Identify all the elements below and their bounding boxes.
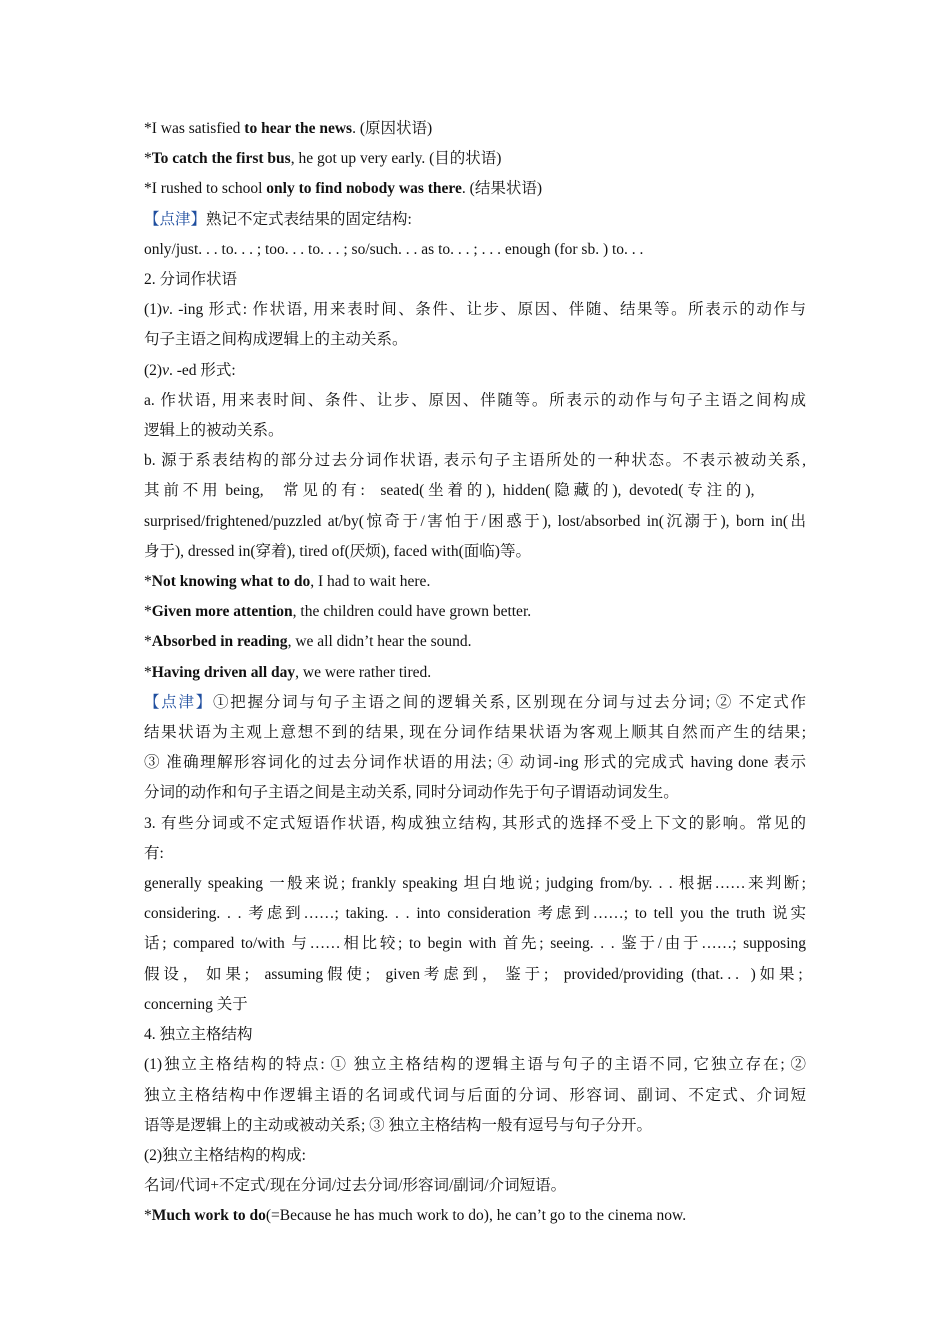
s4-line-3: 语等是逻辑上的主动或被动关系; ③ 独立主格结构一般有逗号与句子分开。	[144, 1116, 653, 1134]
s3-line-5: 话; compared to/with 与……相比较; to begin with 首先; seeing. . . 鉴于/由于……; supposing	[144, 935, 806, 953]
s3-line-1: 3. 有些分词或不定式短语作状语, 构成独立结构, 其形式的选择不受上下文的影响。常见的	[144, 814, 806, 832]
tip-note-2-line-2: 结果状语为主观上意想不到的结果, 现在分词作结果状语为客观上顺其自然而产生的结果;	[144, 724, 806, 742]
text: . -ed 形式:	[168, 361, 236, 379]
example-participle-1	[144, 567, 806, 597]
bold-phrase: Absorbed in reading	[151, 633, 288, 651]
example-participle-4	[144, 658, 806, 688]
s2-b-line-3: surprised/frightened/puzzled at/by(惊奇于/害怕于/困惑于), lost/absorbed in(沉溺于), born in(出	[144, 512, 806, 530]
text: , he got up very early. (目的状语)	[290, 150, 502, 168]
bold-phrase: to hear the news	[244, 120, 353, 137]
text: . -ing 形式: 作状语, 用来表时间、条件、让步、原因、伴随、结果等。所表示的动作与	[168, 301, 806, 319]
s2-b-line-1: b. 源于系表结构的部分过去分词作状语, 表示句子主语所处的一种状态。不表示被动关系,	[144, 452, 806, 470]
fixed-structures-line: only/just. . . to. . . ; too. . . to. . . ; so/such. . . as to. . . ; . . . enough (for sb. ) to. . .	[144, 240, 644, 258]
bold-phrase: Much work to do	[151, 1207, 266, 1225]
italic-v: v	[162, 301, 169, 319]
tip-tag: 【点津】	[144, 693, 214, 711]
text: *	[144, 1207, 152, 1225]
tip-note-1	[144, 205, 806, 235]
tip-text: ①把握分词与句子主语之间的逻辑关系, 区别现在分词与过去分词; ② 不定式作	[213, 693, 806, 711]
text: *	[144, 573, 152, 591]
example-purpose-adverbial	[144, 144, 806, 174]
bold-phrase: Given more attention	[151, 603, 293, 621]
tip-note-2-line-3: ③ 准确理解形容词化的过去分词作状语的用法; ④ 动词-ing 形式的完成式 having done 表示	[144, 754, 806, 772]
section-4-title: 4. 独立主格结构	[144, 1026, 253, 1044]
text: , we were rather tired.	[295, 663, 432, 681]
tip-text: 熟记不定式表结果的固定结构:	[206, 210, 412, 228]
example-participle-3	[144, 627, 806, 657]
text: *	[144, 150, 152, 168]
text: *I was satisfied	[144, 120, 245, 137]
bold-phrase: only to find nobody was there	[266, 180, 462, 198]
example-result-adverbial	[144, 174, 806, 204]
text: (2)	[144, 361, 163, 379]
s3-line-7: concerning 关于	[144, 995, 248, 1013]
text: (=Because he has much work to do), he can’t go to the cinema now.	[265, 1207, 687, 1225]
s4-line-2: 独立主格结构中作逻辑主语的名词或代词与后面的分词、形容词、副词、不定式、介词短	[144, 1086, 806, 1104]
section-2-title: 2. 分词作状语	[144, 271, 238, 289]
example-reason-adverbial	[144, 114, 806, 144]
s3-line-2: 有:	[144, 844, 164, 862]
s2-b-line-2: 其 前 不 用 being, 常 见 的 有 : seated( 坐 着 的 ), hidden( 隐 藏 的 ), devoted( 专 注 的 ),	[144, 482, 755, 500]
text: (1)	[144, 301, 163, 319]
s2-ed-form-heading	[144, 356, 806, 386]
tip-note-2-line-1	[144, 688, 806, 718]
example-absolute-construction	[144, 1201, 806, 1231]
s2-a-line-1: a. 作状语, 用来表时间、条件、让步、原因、伴随等。所表示的动作与句子主语之间构成	[144, 391, 806, 409]
text: , we all didn’t hear the sound.	[287, 633, 472, 651]
s4-line-1: (1)独立主格结构的特点: ① 独立主格结构的逻辑主语与句子的主语不同, 它独立存在; ②	[144, 1056, 806, 1074]
s2-b-line-4: 身于), dressed in(穿着), tired of(厌烦), faced with(面临)等。	[144, 542, 531, 560]
text: , the children could have grown better.	[292, 603, 532, 621]
text: *	[144, 663, 152, 681]
text: *	[144, 603, 152, 621]
text: . (结果状语)	[461, 180, 542, 198]
s3-line-4: considering. . . 考虑到……; taking. . . into consideration 考虑到……; to tell you the truth 说实	[144, 905, 806, 923]
example-participle-2	[144, 597, 806, 627]
s3-line-3: generally speaking 一般来说; frankly speaking 坦白地说; judging from/by. . . 根据……来判断;	[144, 875, 806, 893]
bold-phrase: Not knowing what to do	[151, 573, 311, 591]
text: . (原因状语)	[352, 120, 433, 137]
s3-line-6: 假 设 ， 如 果 ; assuming 假 使 ; given 考 虑 到 ， 鉴 于 ; provided/providing (that. . . ) 如 果 ;	[144, 965, 803, 983]
tip-tag: 【点津】	[144, 210, 207, 228]
document-page	[144, 114, 806, 1232]
text: , I had to wait here.	[310, 573, 431, 591]
italic-v: v	[162, 361, 169, 379]
bold-phrase: To catch the first bus	[151, 150, 291, 168]
bold-phrase: Having driven all day	[151, 663, 296, 681]
s2-a-line-2: 逻辑上的被动关系。	[144, 422, 284, 440]
s4-line-5: 名词/代词+不定式/现在分词/过去分词/形容词/副词/介词短语。	[144, 1177, 567, 1195]
text: *I rushed to school	[144, 180, 267, 198]
tip-note-2-line-4: 分词的动作和句子主语之间是主动关系, 同时分词动作先于句子谓语动词发生。	[144, 784, 679, 802]
s2-ing-form-line-2: 句子主语之间构成逻辑上的主动关系。	[144, 331, 408, 349]
text: *	[144, 633, 152, 651]
s2-ing-form-line-1	[144, 295, 806, 325]
s4-line-4: (2)独立主格结构的构成:	[144, 1146, 306, 1164]
